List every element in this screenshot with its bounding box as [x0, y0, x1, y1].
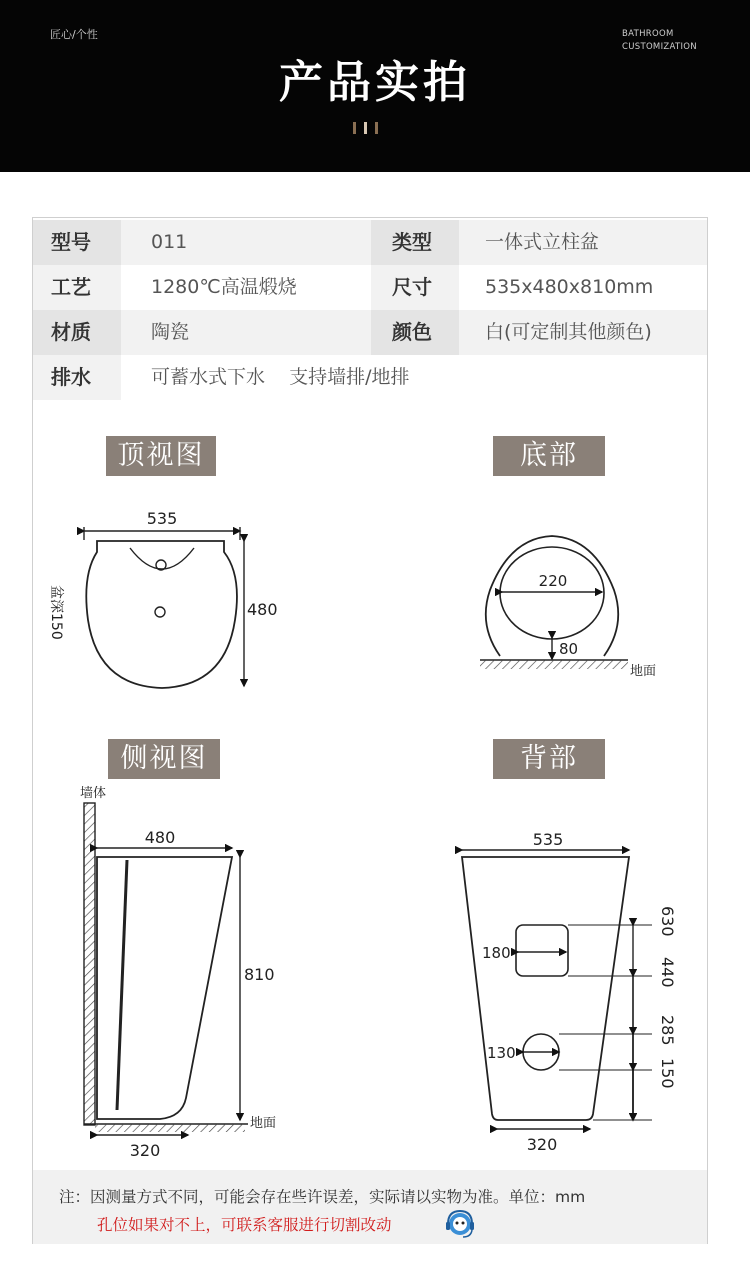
dim-bottom-width: 220	[538, 572, 568, 590]
spec-key: 材质	[51, 320, 91, 344]
view-label-bottom: 底部	[493, 436, 605, 476]
label-ground-side: 地面	[250, 1116, 277, 1131]
dim-back-h630: 630	[658, 906, 677, 937]
note-customer-service: 孔位如果对不上，可联系客服进行切割改动	[97, 1216, 392, 1234]
dim-back-h285: 285	[658, 1015, 677, 1046]
spec-key: 型号	[51, 230, 91, 254]
spec-value: 陶瓷	[151, 321, 190, 343]
page-title: 产品实拍	[279, 57, 471, 108]
dim-back-hole-lower: 130	[487, 1044, 516, 1062]
spec-value: 011	[151, 231, 188, 253]
dim-side-height: 810	[244, 965, 275, 984]
spec-value: 可蓄水式下水 支持墙排/地排	[151, 366, 410, 388]
view-label-back: 背部	[493, 739, 605, 779]
spec-key: 排水	[51, 365, 91, 389]
spec-value: 一体式立柱盆	[485, 231, 600, 253]
dim-back-base: 320	[526, 1135, 558, 1154]
view-label-side: 侧视图	[108, 739, 220, 779]
dim-basin-depth: 盆深150	[48, 585, 64, 640]
dim-bottom-height: 80	[559, 640, 579, 658]
spec-value: 1280℃高温煅烧	[151, 276, 297, 298]
dim-back-h150: 150	[658, 1058, 677, 1089]
spec-key: 工艺	[51, 275, 91, 299]
top-view-drawing	[84, 527, 244, 688]
customer-service-icon	[443, 1208, 477, 1242]
spec-value: 白(可定制其他颜色)	[485, 321, 652, 343]
spec-key: 颜色	[392, 320, 432, 344]
dim-side-base: 320	[129, 1141, 161, 1160]
bottom-view-drawing	[480, 536, 628, 669]
note-box	[33, 1170, 707, 1244]
side-view-drawing	[84, 803, 248, 1135]
header-tag-right-line2: CUSTOMIZATION	[622, 42, 697, 52]
dim-back-width: 535	[532, 830, 564, 849]
spec-value: 535x480x810mm	[485, 276, 654, 298]
header-tag-left: 匠心/个性	[50, 28, 98, 41]
label-wall: 墙体	[80, 786, 107, 801]
dim-top-width: 535	[146, 509, 178, 528]
header-tag-right-line1: BATHROOM	[622, 29, 674, 39]
view-label-top: 顶视图	[106, 436, 216, 476]
back-view-drawing	[462, 850, 652, 1129]
spec-key: 尺寸	[392, 275, 432, 299]
dim-back-h440: 440	[658, 957, 677, 988]
note-disclaimer: 注：因测量方式不同，可能会存在些许误差，实际请以实物为准。单位：mm	[59, 1188, 586, 1206]
dim-top-depth: 480	[247, 600, 278, 619]
spec-key: 类型	[392, 230, 432, 254]
dim-back-hole-upper: 180	[482, 944, 511, 962]
dim-side-width: 480	[144, 828, 176, 847]
label-ground-bottom: 地面	[630, 664, 657, 679]
